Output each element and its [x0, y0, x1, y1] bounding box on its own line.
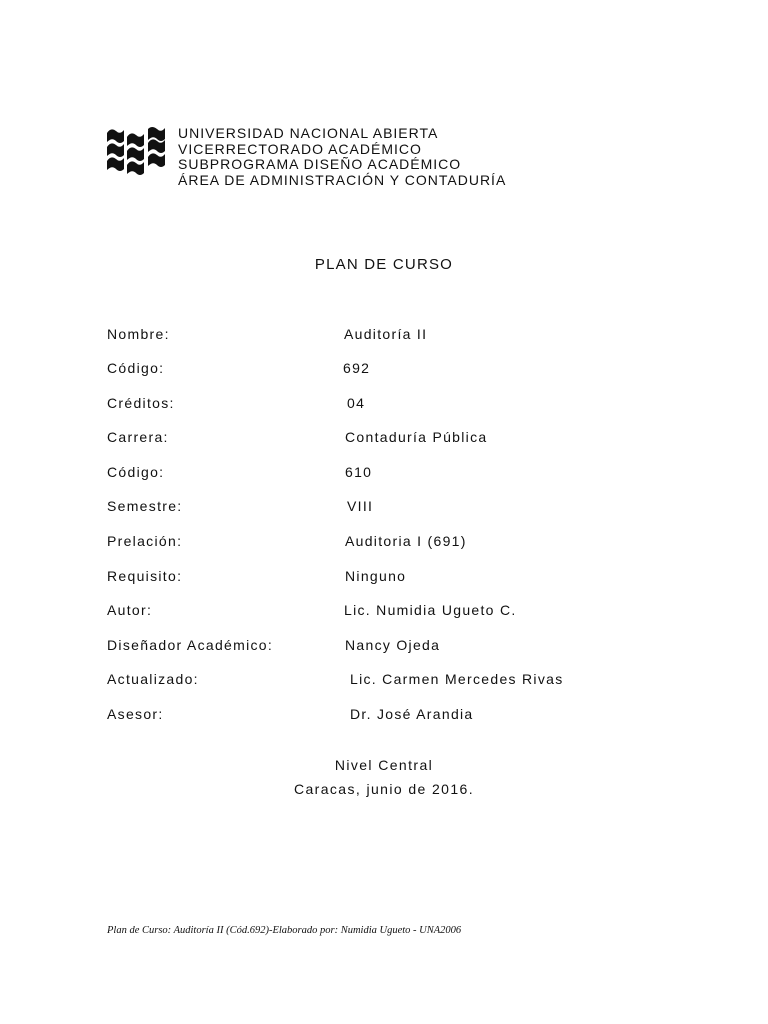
- field-value: Nancy Ojeda: [345, 637, 441, 653]
- nivel-central: Nivel Central: [334, 757, 434, 773]
- header-line-vicerrectorado: VICERRECTORADO ACADÉMICO: [178, 140, 422, 157]
- field-value: Ninguno: [345, 568, 407, 584]
- field-value: 610: [345, 464, 373, 480]
- field-value: VIII: [347, 498, 374, 514]
- field-value: Dr. José Arandia: [350, 706, 474, 722]
- institution-header: [178, 126, 506, 189]
- field-value: Auditoria I (691): [345, 533, 467, 549]
- university-logo-icon: [107, 127, 169, 179]
- field-label: Semestre:: [107, 498, 183, 514]
- field-value: Auditoría II: [344, 326, 428, 342]
- header-line-university: UNIVERSIDAD NACIONAL ABIERTA: [178, 125, 439, 141]
- field-value: Contaduría Pública: [345, 429, 488, 445]
- field-label: Código:: [107, 360, 165, 376]
- field-value: 692: [343, 360, 371, 376]
- field-value: Lic. Carmen Mercedes Rivas: [350, 671, 564, 687]
- document-title: PLAN DE CURSO: [314, 256, 454, 273]
- place-date: Caracas, junio de 2016.: [293, 781, 475, 797]
- field-label: Actualizado:: [107, 671, 199, 687]
- field-label: Prelación:: [107, 533, 183, 549]
- field-label: Requisito:: [107, 568, 183, 584]
- field-label: Autor:: [107, 602, 153, 618]
- field-label: Código:: [107, 464, 165, 480]
- field-label: Carrera:: [107, 429, 169, 445]
- field-label: Asesor:: [107, 706, 164, 722]
- page-footer: Plan de Curso: Auditoría II (Cód.692)-Elaborado por: Numidia Ugueto - UNA2006: [107, 925, 462, 936]
- field-label: Diseñador Académico:: [107, 637, 274, 653]
- header-line-area: ÁREA DE ADMINISTRACIÓN Y CONTADURÍA: [178, 172, 507, 189]
- field-value: 04: [347, 395, 366, 411]
- field-value: Lic. Numidia Ugueto C.: [344, 602, 517, 618]
- field-label: Nombre:: [107, 326, 170, 342]
- field-label: Créditos:: [107, 395, 175, 411]
- header-line-subprograma: SUBPROGRAMA DISEÑO ACADÉMICO: [178, 156, 462, 173]
